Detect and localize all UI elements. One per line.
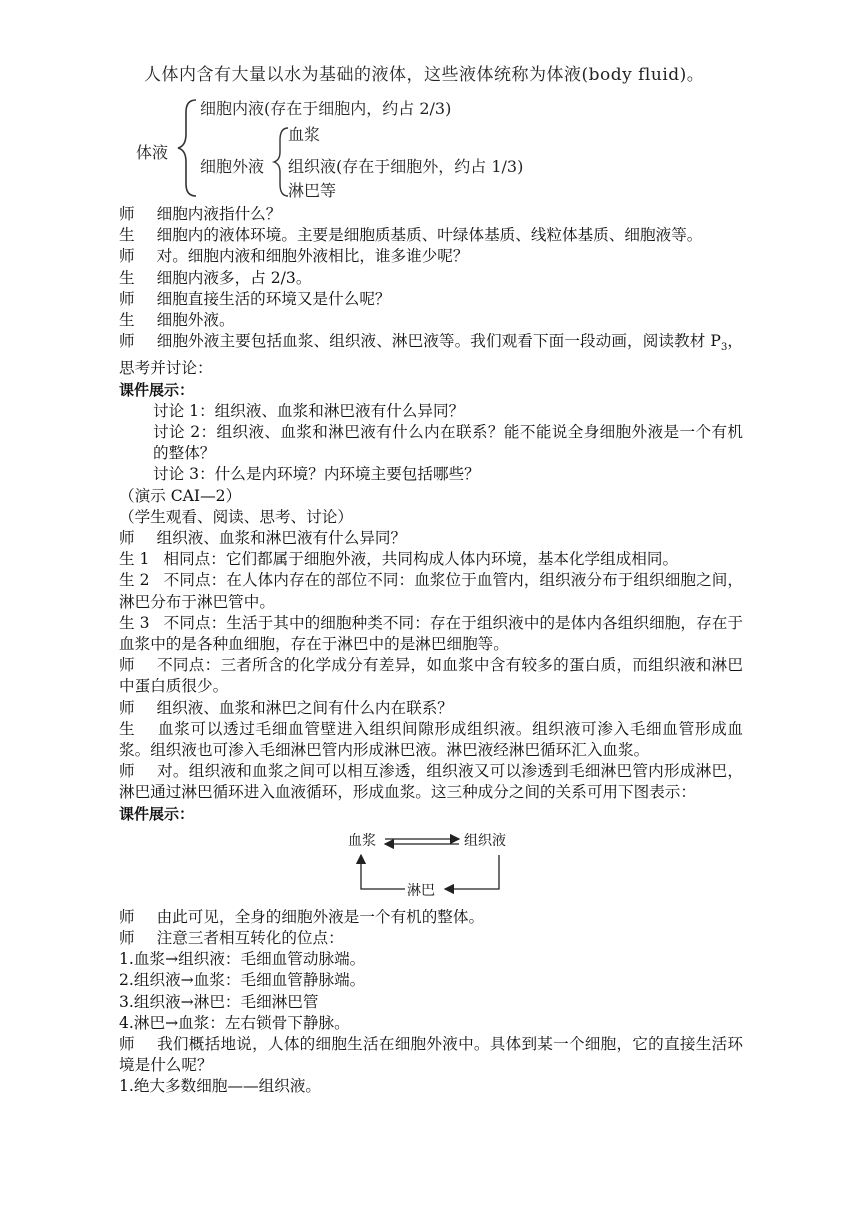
- figure-caption: 人体内含有大量以水为基础的液体，这些液体统称为体液(body fluid)。: [144, 65, 705, 85]
- body-fluid-figure: [120, 56, 760, 202]
- cycle-lymph-label: 淋巴: [407, 882, 435, 899]
- discussion-item: 讨论 3：什么是内环境？内环境主要包括哪些？: [153, 465, 480, 484]
- student-note: （学生观看、阅读、思考、讨论）: [119, 507, 353, 526]
- dialogue-line: 生 3 不同点：生活于其中的细胞种类不同：存在于组织液中的是体内各组织细胞，存在于血浆中的是各种血细胞，存在于淋巴中的是淋巴细胞等。: [119, 613, 743, 653]
- section-heading: 课件展示：: [119, 380, 195, 399]
- conversion-point: 4.淋巴→血浆：左右锁骨下静脉。: [119, 1013, 350, 1032]
- dialogue-line: 生 细胞内的液体环境。主要是细胞质基质、叶绿体基质、线粒体基质、细胞液等。: [119, 226, 703, 245]
- intracellular-fluid-label: 细胞内液(存在于细胞内，约占 2/3): [200, 99, 452, 118]
- conversion-point: 3.组织液→淋巴：毛细淋巴管: [119, 992, 319, 1011]
- extracellular-fluid-label: 细胞外液: [200, 157, 265, 176]
- dialogue-line: 师 注意三者相互转化的位点：: [119, 928, 344, 947]
- conversion-point: 1.血浆→组织液：毛细血管动脉端。: [119, 950, 366, 969]
- dialogue-line: 师 细胞直接生活的环境又是什么呢？: [119, 289, 391, 308]
- dialogue-line: 师 由此可见，全身的细胞外液是一个有机的整体。: [119, 907, 485, 926]
- dialogue-line: 师 细胞内液指什么？: [119, 205, 282, 223]
- tissue-fluid-label: 组织液(存在于细胞外，约占 1/3): [288, 157, 524, 176]
- cycle-plasma-label: 血浆: [348, 832, 376, 849]
- classification-braces: [120, 56, 760, 202]
- dialogue-line: 生 细胞内液多，占 2/3。: [119, 268, 312, 287]
- dialogue-line: 师 我们概括地说，人体的细胞生活在细胞外液中。具体到某一个细胞，它的直接生活环境是什么呢？: [119, 1034, 743, 1075]
- dialogue-line: 师 对。组织液和血浆之间可以相互渗透，组织液又可以渗透到毛细淋巴管内形成淋巴，淋巴通过淋巴循环进入血液循环，形成血浆。这三种成分之间的关系可用下图表示：: [119, 762, 743, 802]
- cycle-tissue-label: 组织液: [464, 832, 506, 849]
- dialogue-line: 生 细胞外液。: [119, 310, 235, 329]
- dialogue-line: 师 组织液、血浆和淋巴之间有什么内在联系？: [119, 698, 453, 717]
- lymph-label: 淋巴等: [288, 181, 337, 200]
- demo-note: （演示 CAI—2）: [119, 486, 242, 505]
- dialogue-line: 师 对。细胞内液和细胞外液相比，谁多谁少呢？: [119, 247, 469, 266]
- discussion-item: 讨论 2：组织液、血浆和淋巴液有什么内在联系？能不能说全身细胞外液是一个有机的整体？: [153, 423, 743, 463]
- discussion-item: 讨论 1：组织液、血浆和淋巴液有什么异同？: [153, 401, 465, 420]
- body-fluid-label: 体液: [136, 143, 169, 162]
- fluid-cycle-diagram: [119, 829, 743, 907]
- dialogue-line: 师 细胞外液主要包括血浆、组织液、淋巴液等。我们观看下面一段动画，阅读教材 $P_3$，思考并讨论：: [119, 332, 743, 378]
- dialogue-line: 生 2 不同点：在人体内存在的部位不同：血浆位于血管内，组织液分布于组织细胞之间，淋巴分布于淋巴管中。: [119, 571, 743, 611]
- section-heading: 课件展示：: [119, 804, 195, 823]
- answer-line: 1.绝大多数细胞——组织液。: [119, 1077, 322, 1096]
- dialogue-line: 师 组织液、血浆和淋巴液有什么异同？: [119, 528, 407, 547]
- conversion-point: 2.组织液→血浆：毛细血管静脉端。: [119, 971, 366, 990]
- dialogue-line: 生 1 相同点：它们都属于细胞外液，共同构成人体内环境，基本化学组成相同。: [119, 550, 679, 569]
- dialogue-line: 师 不同点：三者所含的化学成分有差异，如血浆中含有较多的蛋白质，而组织液和淋巴中蛋白质很少。: [119, 656, 743, 696]
- plasma-label: 血浆: [288, 125, 321, 144]
- lesson-text: [119, 204, 743, 1097]
- dialogue-line: 生 血浆可以透过毛细血管壁进入组织间隙形成组织液。组织液可渗入毛细血管形成血浆。组织液也可渗入毛细淋巴管内形成淋巴液。淋巴液经淋巴循环汇入血浆。: [119, 719, 743, 759]
